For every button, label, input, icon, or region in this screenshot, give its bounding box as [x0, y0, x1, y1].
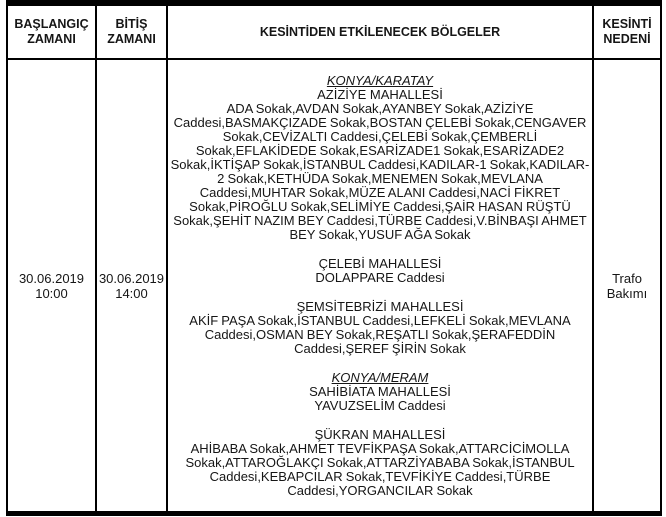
district-heading: KONYA/MERAM [331, 369, 429, 385]
neighborhood-streets: ADA Sokak,AVDAN Sokak,AYANBEY Sokak,AZİZİYE Caddesi,BASMAKÇIZADE Sokak,BOSTAN ÇELEBİ Sokak,CENGAVER Sokak,CEVİZALTI Caddesi,ÇELEBİ Sokak,ÇEMBERLİ Sokak,EFLAKİDEDE Sokak,ESARİZADE1 Sokak,ESARİZADE2 Sokak,İKTİŞAP Sokak,İSTANBUL Caddesi,KADILAR-1 Sokak,KADILAR-2 Sokak,KETHÜDA Sokak,MENEMEN Sokak,MEVLANA Caddesi,MUHTAR Sokak,MÜZE ALANI Caddesi,NACİ FİKRET Sokak,PİROĞLU Sokak,SELİMİYE Caddesi,ŞAİR HASAN RÜŞTÜ Sokak,ŞEHİT NAZIM BEY Caddesi,TÜRBE Caddesi,V.BİNBAŞI AHMET BEY Sokak,YUSUF AĞA Sokak [170, 100, 590, 242]
column-header-outage-reason-label: KESİNTİ NEDENİ [602, 17, 652, 46]
cell-end-time [97, 60, 168, 511]
cell-outage-reason [594, 60, 660, 511]
end-date: 30.06.2019 [98, 270, 165, 286]
column-header-end-time [97, 6, 168, 60]
column-header-start-time [8, 6, 97, 60]
neighborhood-name: ÇELEBİ MAHALLESİ [318, 255, 442, 271]
neighborhood-name: AZİZİYE MAHALLESİ [317, 86, 443, 102]
neighborhood-name: ŞÜKRAN MAHALLESİ [314, 426, 446, 442]
cell-affected-regions [168, 60, 594, 511]
cell-start-time [8, 60, 97, 511]
end-time: 14:00 [115, 285, 148, 301]
neighborhood-block [170, 257, 590, 285]
district-heading: KONYA/KARATAY [326, 72, 434, 88]
column-header-end-time-label: BİTİŞ ZAMANI [107, 17, 156, 46]
outage-reason-text: Trafo Bakımı [606, 270, 648, 301]
neighborhood-streets: DOLAPPARE Caddesi [315, 269, 445, 285]
column-header-start-time-label: BAŞLANGIÇ ZAMANI [14, 17, 89, 46]
neighborhood-name: SAHİBİATA MAHALLESİ [309, 383, 451, 399]
start-time: 10:00 [35, 285, 68, 301]
column-header-outage-reason [594, 6, 660, 60]
neighborhood-streets: YAVUZSELİM Caddesi [314, 397, 446, 413]
start-date: 30.06.2019 [18, 270, 85, 286]
region-konya-karatay [170, 74, 590, 356]
neighborhood-streets: AHİBABA Sokak,AHMET TEVFİKPAŞA Sokak,ATTARCİCİMOLLA Sokak,ATTAROĞLAKÇI Sokak,ATTARZİYABABA Sokak,İSTANBUL Caddesi,KEBAPCILAR Sokak,TEVFİKİYE Caddesi,TÜRBE Caddesi,YORGANCILAR Sokak [185, 440, 575, 498]
region-konya-meram [170, 371, 590, 498]
neighborhood-block [170, 385, 590, 413]
neighborhood-streets: AKİF PAŞA Sokak,İSTANBUL Caddesi,LEFKELİ Sokak,MEVLANA Caddesi,OSMAN BEY Sokak,REŞATLI Sokak,ŞERAFEDDİN Caddesi,ŞEREF ŞİRİN Sokak [189, 312, 571, 356]
outage-schedule-table [6, 0, 662, 516]
neighborhood-block [170, 428, 590, 498]
column-header-affected-regions-label: KESİNTİDEN ETKİLENECEK BÖLGELER [259, 24, 501, 39]
column-header-affected-regions [168, 6, 594, 60]
neighborhood-block [170, 88, 590, 242]
neighborhood-block [170, 300, 590, 356]
neighborhood-name: ŞEMSİTEBRİZİ MAHALLESİ [296, 298, 464, 314]
